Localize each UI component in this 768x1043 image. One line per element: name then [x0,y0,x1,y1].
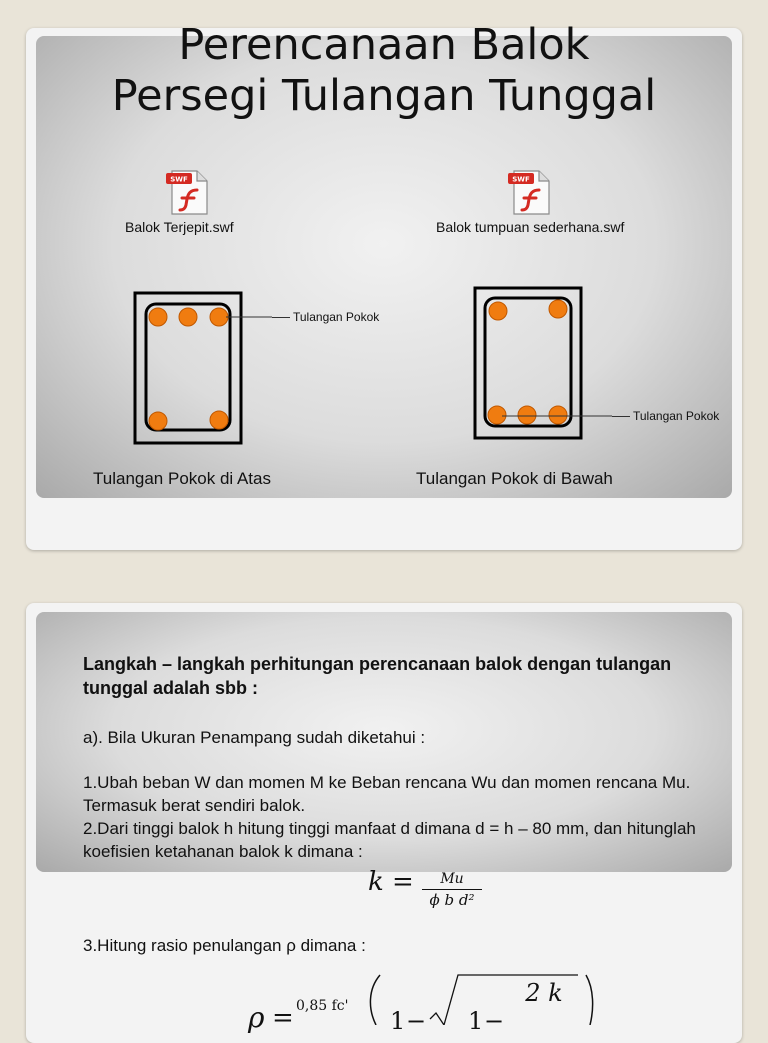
formula-k-lhs: k [368,867,384,897]
formula-k-eq: = [392,867,414,897]
swf-file-icon[interactable] [164,168,212,221]
step-2: 2.Dari tinggi balok h hitung tinggi manfaat d dimana d = h – 80 mm, dan hitunglah koefisien ketahanan balok k dimana : [83,819,696,861]
rebar-dot [549,406,567,424]
fraction-bar [422,889,482,890]
slide-2 [26,603,742,1043]
swf-badge: SWF [170,175,188,184]
rebar-dot [210,308,228,326]
formula-k-numerator: Mu [440,871,464,887]
rebar-dot [488,406,506,424]
file-label-balok-tumpuan[interactable]: Balok tumpuan sederhana.swf [436,219,625,235]
formula-rho-minus-b: − [484,1007,505,1035]
rebar-dot [179,308,197,326]
callout-tulangan-pokok-left: Tulangan Pokok [293,310,380,324]
swf-file-icon[interactable] [506,168,554,221]
beam-section-bottom-rebar [472,285,612,441]
rebar-dot [518,406,536,424]
steps-heading: Langkah – langkah perhitungan perencanaan balok dengan tulangan tunggal adalah sbb : [83,654,672,698]
formula-rho-coef: 0,85 fc' [296,998,349,1014]
rebar-dot [149,308,167,326]
callout-tulangan-pokok-right: Tulangan Pokok [633,409,720,423]
beam-section-top-rebar [132,290,272,446]
rebar-dot [149,412,167,430]
swf-badge: SWF [512,175,530,184]
formula-rho-lhs: ρ [248,1001,265,1034]
rebar-dot [210,411,228,429]
slide-title-line-2: Persegi Tulangan Tunggal [111,71,657,121]
rebar-dot [549,300,567,318]
formula-rho-numerator: 2 k [525,979,563,1007]
step-a: a). Bila Ukuran Penampang sudah diketahui : [83,728,426,747]
rebar-dot [489,302,507,320]
formula-rho-one-b: 1 [468,1007,484,1035]
slide-title-line-1: Perencanaan Balok [178,20,590,70]
caption-tulangan-bawah: Tulangan Pokok di Bawah [416,469,613,488]
step-3: 3.Hitung rasio penulangan ρ dimana : [83,936,366,955]
slide-1 [26,20,742,550]
step-1: 1.Ubah beban W dan momen M ke Beban rencana Wu dan momen rencana Mu. Termasuk berat sendiri balok. [83,773,691,815]
formula-k-denominator: ϕ b d² [429,891,475,909]
file-label-balok-terjepit[interactable]: Balok Terjepit.swf [125,219,234,235]
formula-rho-minus-a: − [406,1007,427,1035]
formula-rho-one-a: 1 [390,1007,406,1035]
caption-tulangan-atas: Tulangan Pokok di Atas [93,469,271,488]
formula-rho-eq: = [272,1003,294,1033]
